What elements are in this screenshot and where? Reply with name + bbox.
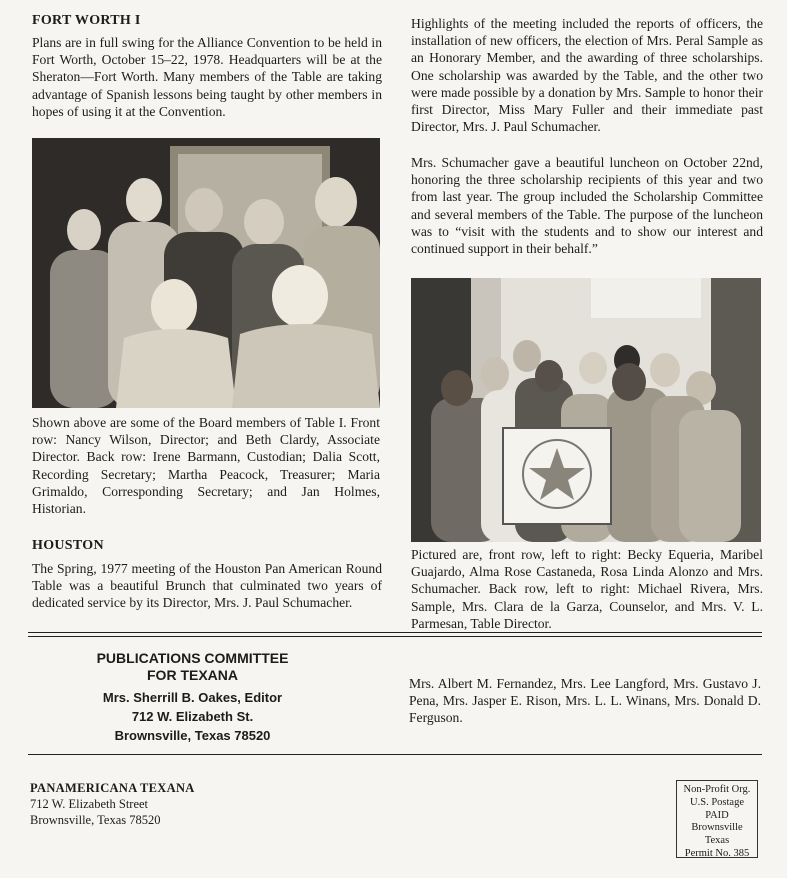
publications-street: 712 W. Elizabeth St. [131, 709, 254, 724]
postage-line1: Non-Profit Org. [683, 784, 751, 795]
publications-committee-block [60, 650, 325, 745]
board-members-photo-graphic [32, 138, 380, 408]
postage-line4: Brownsville [691, 822, 743, 834]
postage-permit-box [676, 780, 758, 858]
committee-members: Mrs. Albert M. Fernandez, Mrs. Lee Langford, Mrs. Gustavo J. Pena, Mrs. Jasper E. Rison, Mrs. L. L. Winans, Mrs. Donald D. Ferguson. [409, 676, 761, 726]
return-address-street: 712 W. Elizabeth Street [30, 797, 149, 811]
houston-text: The Spring, 1977 meeting of the Houston Pan American Round Table was a beautiful Brunch that culminated two years of dedicated service by its Director, Mrs. J. Paul Schumacher. [32, 561, 382, 611]
return-address-city: Brownsville, Texas 78520 [30, 813, 161, 827]
fort-worth-text: Plans are in full swing for the Alliance Convention to be held in Fort Worth, October 15–22, 1978. Headquarters will be at the Sheraton—Fort Worth. Many members of the Table are taking advantage of Spanish lessons being taught by other members in hopes of using it at the Convention. [32, 35, 382, 119]
scholarship-photo-graphic [411, 278, 761, 542]
luncheon-paragraph: Mrs. Schumacher gave a beautiful luncheon on October 22nd, honoring the three scholarship recipients of this year and two from last year. The group included the Scholarship Committee and several members of the Table. The purpose of the luncheon was to “visit with the students and to show our interest and continued support in their behalf.” [411, 155, 763, 257]
postage-line5: Texas [704, 835, 730, 847]
postage-line2: U.S. Postage [690, 796, 744, 808]
board-members-caption: Shown above are some of the Board members of Table I. Front row: Nancy Wilson, Director; and Beth Clardy, Associate Director. Back row: Irene Barmann, Custodian; Dalia Scott, Recording Secretary; Martha Peacock, Treasurer; Maria Grimaldo, Corresponding Secretary; and Jan Holmes, Historian. [32, 415, 380, 517]
publications-title-line1: PUBLICATIONS COMMITTEE [96, 650, 289, 666]
scholarship-caption: Pictured are, front row, left to right: Becky Equeria, Maribel Guajardo, Alma Rose Castaneda, Rosa Linda Alonzo and Mrs. Schumacher. Back row, left to right: Michael Rivera, Mrs. Sample, Mrs. Clara de la Garza, Counselor, and Mrs. V. L. Parmesan, Table Director. [411, 547, 763, 631]
publications-title-line2: FOR TEXANA [147, 667, 238, 683]
publications-city: Brownsville, Texas 78520 [114, 728, 271, 743]
divider-top [28, 632, 762, 633]
houston-heading: HOUSTON [32, 538, 104, 553]
board-members-photo [32, 138, 380, 408]
postage-line6: Permit No. 385 [684, 847, 750, 859]
fort-worth-heading: FORT WORTH I [32, 13, 141, 28]
postage-line3: PAID [705, 809, 729, 821]
return-address [30, 780, 195, 828]
return-address-name: PANAMERICANA TEXANA [30, 781, 195, 795]
divider-bottom [28, 754, 762, 755]
publications-editor: Mrs. Sherrill B. Oakes, Editor [102, 690, 283, 705]
scholarship-photo [411, 278, 761, 542]
meeting-highlights-paragraph: Highlights of the meeting included the reports of officers, the installation of new officers, the election of Mrs. Peral Sample as an Honorary Member, and the awarding of three scholarships. One scholarship was awarded by the Table, and the other two were made possible by a donation by Mrs. Sample to honor their first Director, Miss Mary Fuller and their immediate past Director, Mrs. J. Paul Schumacher. [411, 16, 763, 135]
divider-top-double [28, 636, 762, 637]
